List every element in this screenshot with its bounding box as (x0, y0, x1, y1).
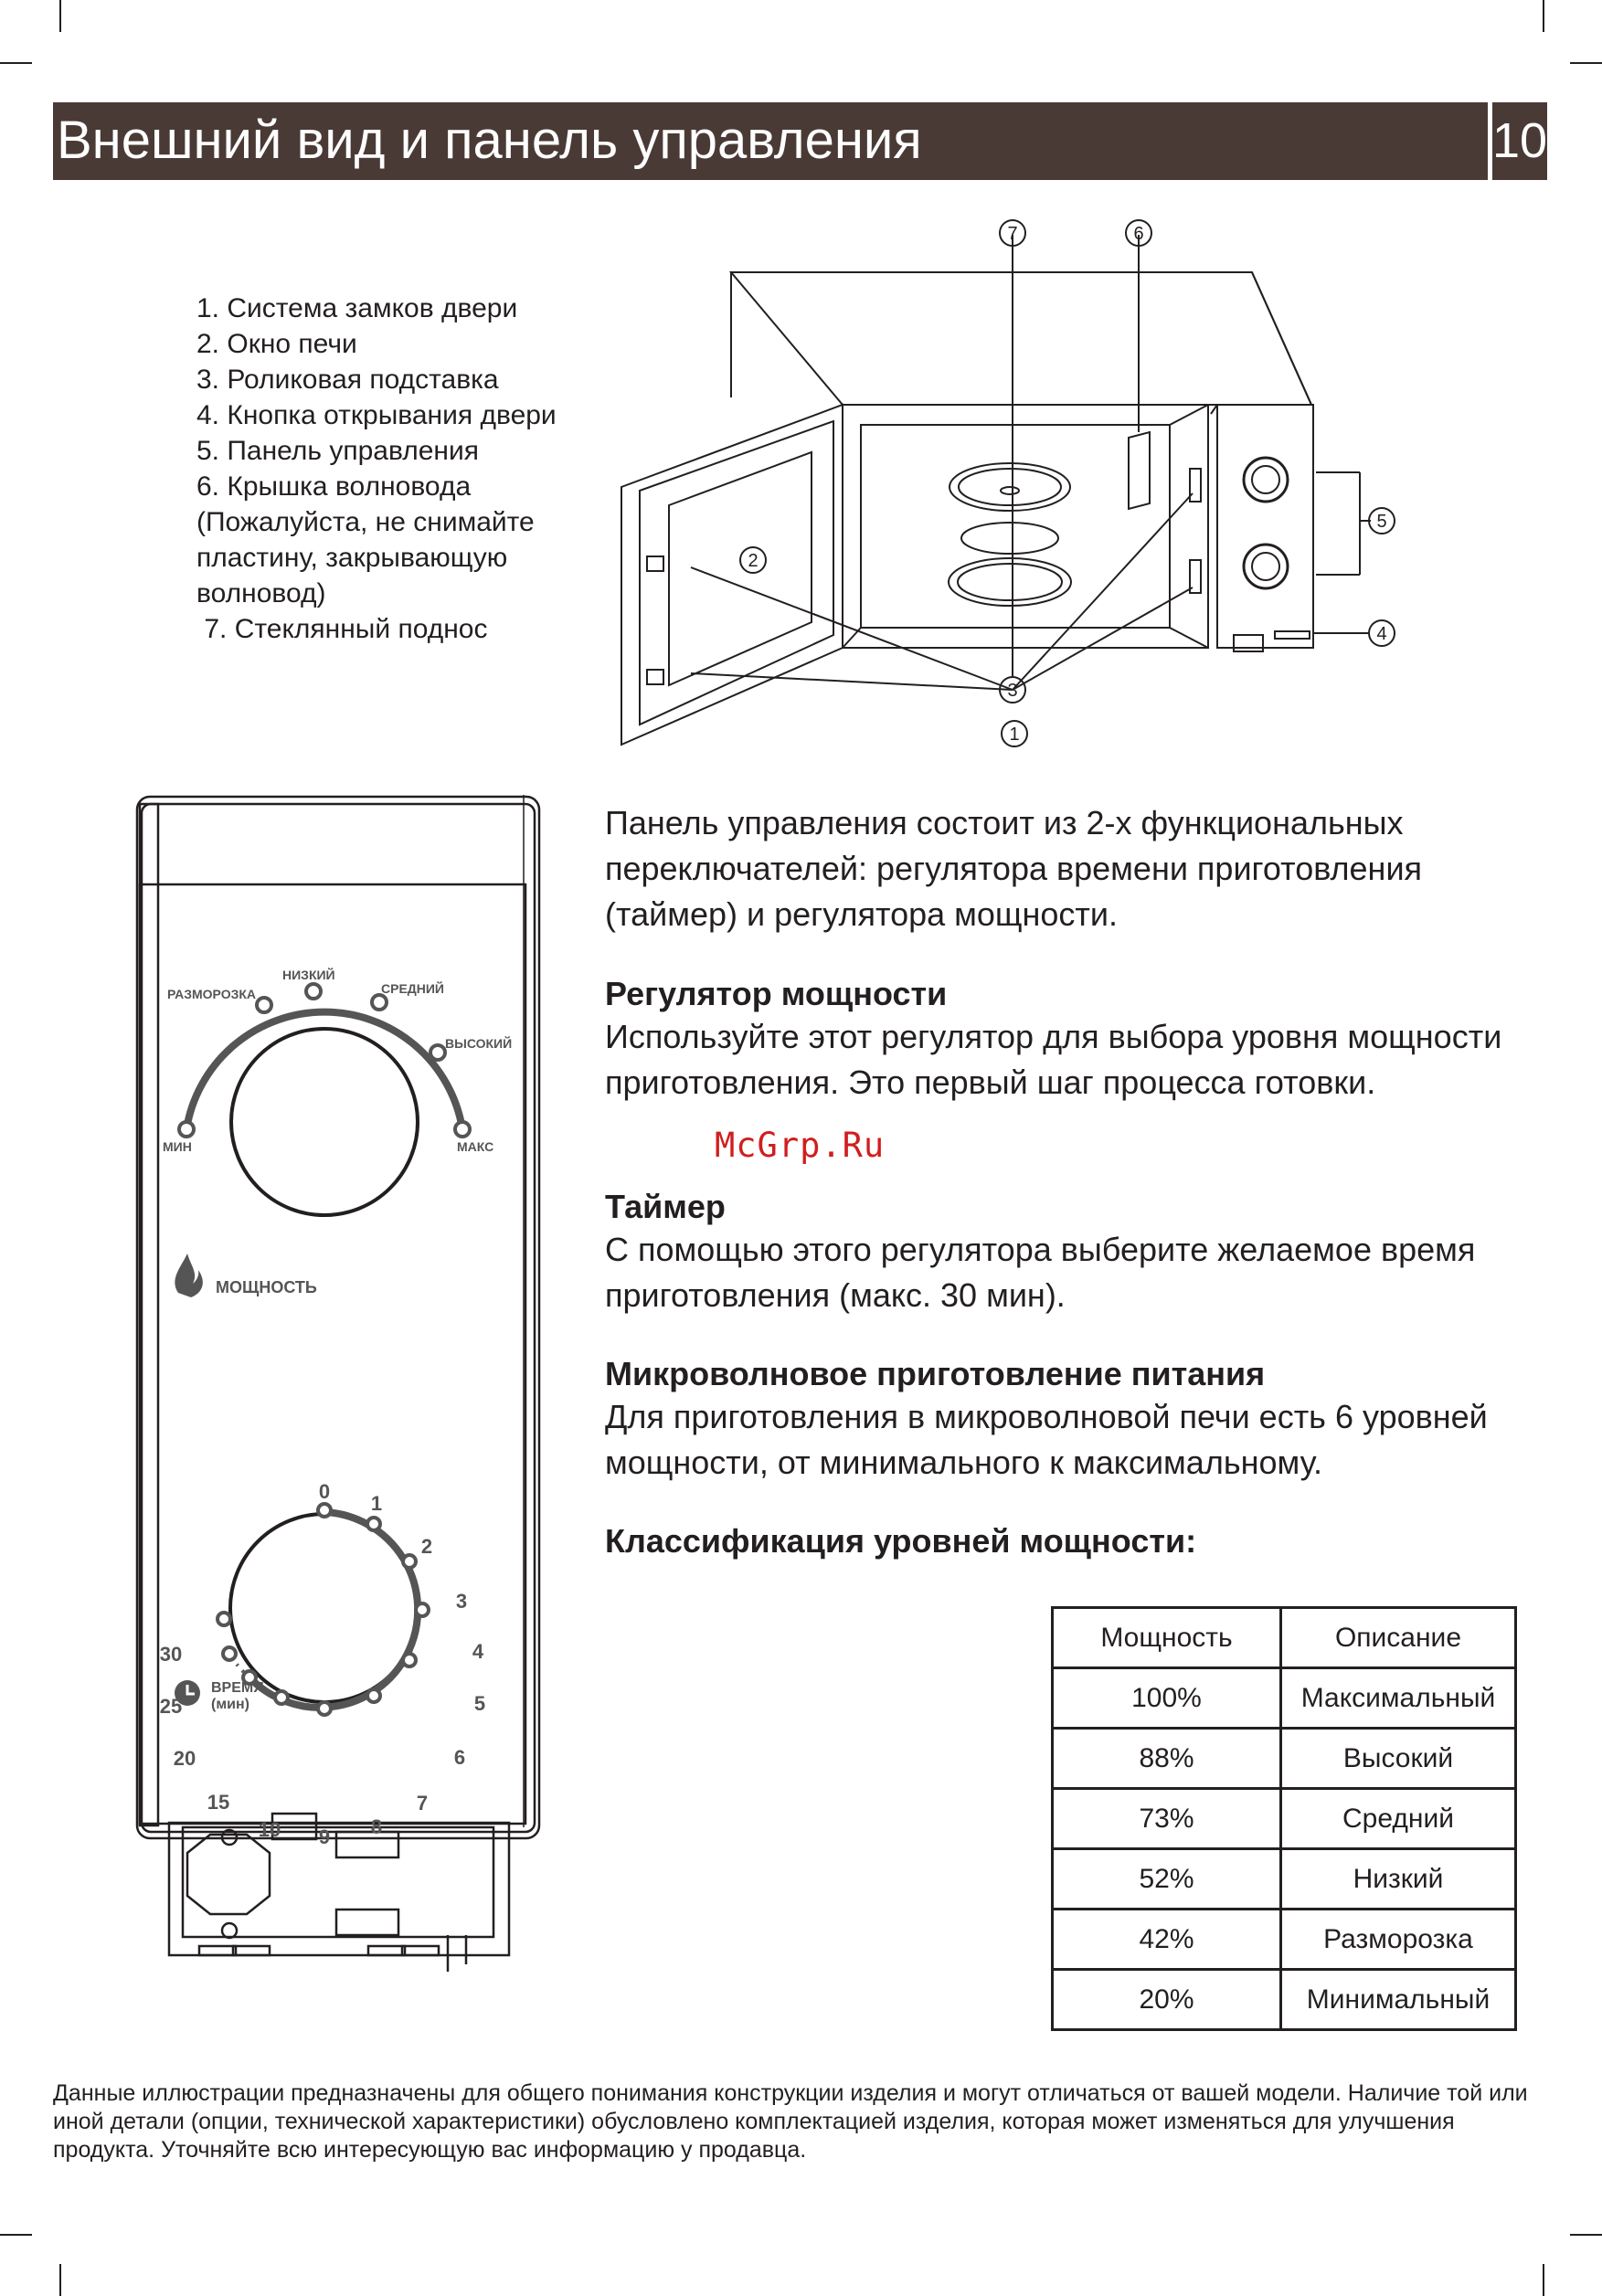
page-title: Внешний вид и панель управления (57, 111, 922, 170)
timer-mark: 25 (159, 1695, 183, 1718)
section-title-classification: Классификация уровней мощности: (605, 1522, 1197, 1560)
crop-mark (59, 2264, 61, 2296)
timer-mark: 6 (453, 1746, 466, 1769)
intro-paragraph: Панель управления состоит из 2-х функциональных переключателей: регулятора времени приготовления (таймер) и регулятора мощности. (605, 804, 1423, 933)
table-row (1053, 1910, 1516, 1970)
timer-mark: 0 (318, 1480, 331, 1503)
section-title-timer: Таймер (605, 1188, 726, 1225)
list-item: 3. Роликовая подставка (196, 365, 499, 395)
list-item: 2. Окно печи (196, 329, 357, 359)
list-item: 4. Кнопка открывания двери (196, 400, 557, 430)
section-title-microwave: Микроволновое приготовление питания (605, 1355, 1266, 1392)
list-item: пластину, закрывающую (196, 543, 508, 573)
timer-mark: 3 (455, 1590, 468, 1613)
timer-mark: 4 (472, 1640, 484, 1663)
time-unit: (мин) (211, 1697, 249, 1712)
table-cell: 100% (1053, 1668, 1281, 1729)
parts-list (196, 291, 557, 647)
list-item: (Пожалуйста, не снимайте (196, 507, 535, 537)
timer-mark: 9 (318, 1825, 331, 1848)
crop-mark (1570, 62, 1602, 64)
list-item: волновод) (196, 578, 326, 608)
crop-mark (0, 62, 32, 64)
callout-3: 3 (1007, 681, 1018, 701)
table-cell: 52% (1053, 1849, 1281, 1910)
table-row (1053, 1970, 1516, 2030)
list-item: 6. Крышка волновода (196, 471, 472, 502)
timer-mark: 30 (159, 1643, 183, 1666)
power-level-low: НИЗКИЙ (282, 968, 335, 982)
timer-mark: 20 (173, 1747, 196, 1770)
table-cell: 42% (1053, 1910, 1281, 1970)
timer-mark: 10 (258, 1818, 281, 1841)
timer-mark: 8 (370, 1815, 383, 1838)
power-level-min: МИН (163, 1139, 192, 1154)
crop-mark (1543, 2264, 1544, 2296)
table-header: Мощность (1053, 1608, 1281, 1668)
callout-4: 4 (1376, 624, 1387, 644)
list-item: 7. Стеклянный поднос (196, 614, 488, 644)
table-row (1053, 1729, 1516, 1789)
footer-disclaimer: Данные иллюстрации предназначены для общего понимания конструкции изделия и могут отличаться от вашей модели. Наличие той или иной детали (опции, технической характеристики) обусловлено комплектацией изделия, которая может изменяться для улучшения продукта. Уточняйте всю интересующую вас информацию у продавца. (53, 2080, 1528, 2163)
table-cell: Разморозка (1281, 1910, 1516, 1970)
timer-mark: 5 (473, 1692, 486, 1715)
table-row (1053, 1849, 1516, 1910)
section-body-power: Используйте этот регулятор для выбора уровня мощности приготовления. Это первый шаг процесса готовки. (605, 1018, 1502, 1101)
table-cell: Высокий (1281, 1729, 1516, 1789)
timer-mark: 15 (207, 1791, 230, 1814)
power-level-max: МАКС (457, 1139, 494, 1154)
crop-mark (0, 2234, 32, 2236)
timer-mark: 2 (420, 1535, 433, 1558)
control-panel-illustration (96, 786, 553, 1996)
table-row (1053, 1668, 1516, 1729)
section-body-timer: С помощью этого регулятора выберите желаемое время приготовления (макс. 30 мин). (605, 1231, 1476, 1314)
microwave-illustration (603, 206, 1407, 772)
callout-6: 6 (1133, 224, 1144, 244)
callout-5: 5 (1376, 512, 1387, 532)
timer-mark: 7 (416, 1792, 429, 1815)
table-cell: Средний (1281, 1789, 1516, 1849)
table-header-row (1053, 1608, 1516, 1668)
table-cell: 88% (1053, 1729, 1281, 1789)
time-label: ВРЕМЯ (211, 1680, 264, 1696)
table-cell: 73% (1053, 1789, 1281, 1849)
timer-mark: 1 (370, 1492, 383, 1515)
power-level-medium: СРЕДНИЙ (381, 981, 444, 996)
callout-7: 7 (1007, 224, 1018, 244)
power-levels-table (1051, 1606, 1517, 2031)
power-label: МОЩНОСТЬ (216, 1278, 317, 1296)
section-title-power: Регулятор мощности (605, 975, 948, 1012)
page-number: 10 (1492, 113, 1548, 168)
table-cell: Низкий (1281, 1849, 1516, 1910)
callout-1: 1 (1009, 725, 1020, 745)
power-level-high: ВЫСОКИЙ (445, 1036, 513, 1051)
crop-mark (1543, 0, 1544, 32)
crop-mark (59, 0, 61, 32)
section-body-microwave: Для приготовления в микроволновой печи есть 6 уровней мощности, от минимального к максимальному. (605, 1398, 1488, 1481)
list-item: 5. Панель управления (196, 436, 479, 466)
table-cell: Минимальный (1281, 1970, 1516, 2030)
list-item: 1. Система замков двери (196, 293, 518, 323)
table-row (1053, 1789, 1516, 1849)
table-cell: 20% (1053, 1970, 1281, 2030)
power-level-defrost: РАЗМОРОЗКА (167, 987, 257, 1001)
table-cell: Максимальный (1281, 1668, 1516, 1729)
crop-mark (1570, 2234, 1602, 2236)
table-header: Описание (1281, 1608, 1516, 1668)
watermark: McGrp.Ru (715, 1126, 886, 1165)
callout-2: 2 (748, 551, 759, 571)
